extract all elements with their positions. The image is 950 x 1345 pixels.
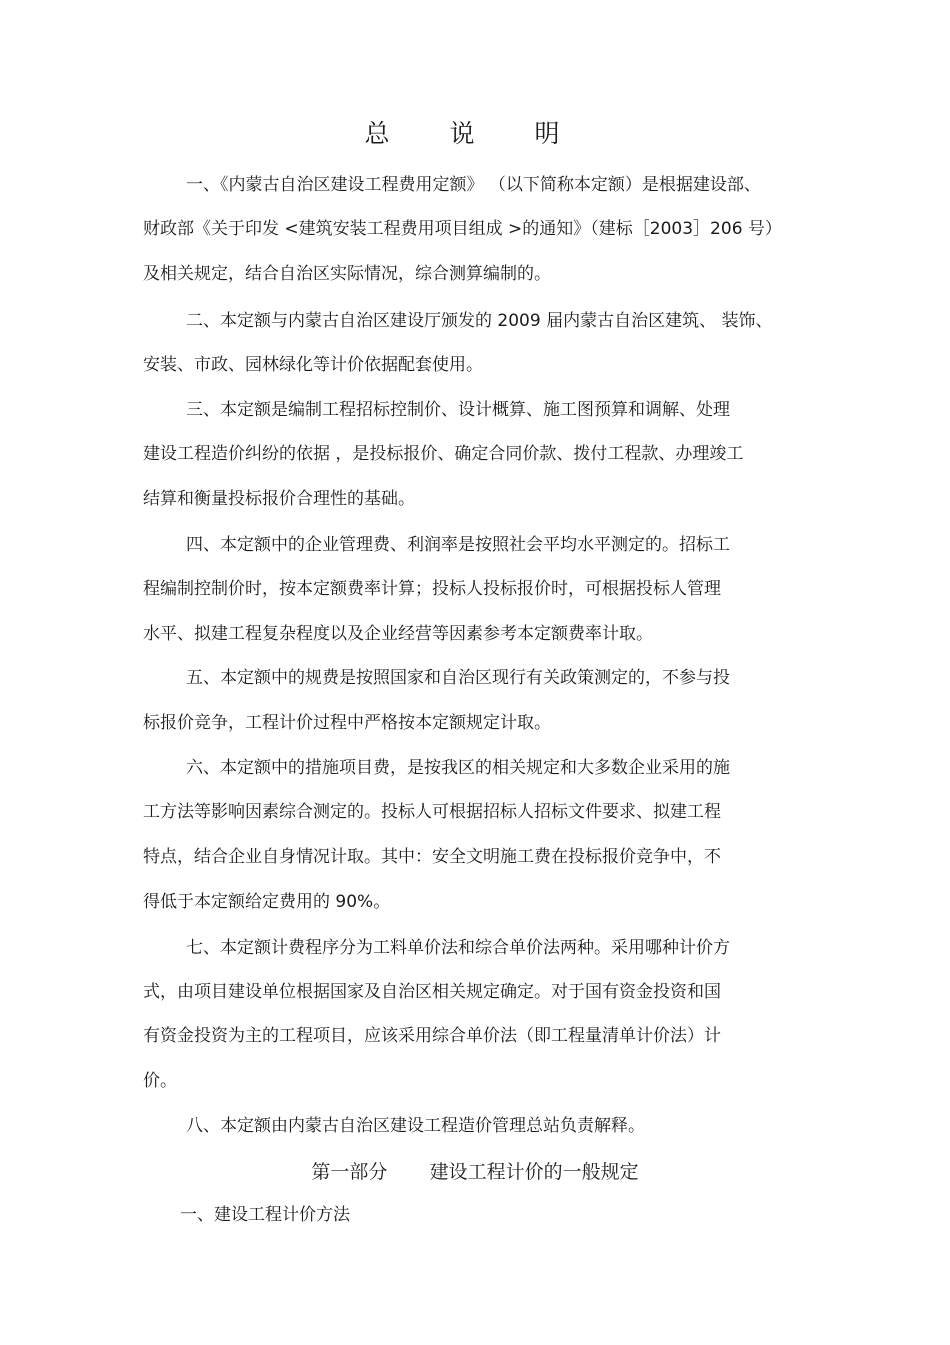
paragraph-6-line-3: 特点，结合企业自身情况计取。其中：安全文明施工费在投标报价竞争中，不 <box>143 847 721 867</box>
paragraph-3-line-1: 三、本定额是编制工程招标控制价、设计概算、施工图预算和调解、处理 <box>186 400 730 420</box>
paragraph-2-line-1: 二、本定额与内蒙古自治区建设厅颁发的 2009 届内蒙古自治区建筑、 装饰、 <box>186 311 773 331</box>
paragraph-4-line-1: 四、本定额中的企业管理费、利润率是按照社会平均水平测定的。招标工 <box>186 535 730 555</box>
paragraph-2-line-2: 安装、市政、园林绿化等计价依据配套使用。 <box>143 355 483 375</box>
paragraph-1-line-2: 财政部《关于印发 <建筑安装工程费用项目组成 >的通知》（建标［2003］206 号） <box>143 219 782 239</box>
paragraph-6-line-1: 六、本定额中的措施项目费，是按我区的相关规定和大多数企业采用的施 <box>186 758 730 778</box>
page-title: 总 说 明 <box>364 119 586 148</box>
paragraph-7-line-1: 七、本定额计费程序分为工料单价法和综合单价法两种。采用哪种计价方 <box>186 938 730 958</box>
paragraph-1-line-3: 及相关规定，结合自治区实际情况，综合测算编制的。 <box>143 264 551 284</box>
paragraph-4-line-2: 程编制控制价时，按本定额费率计算；投标人投标报价时，可根据投标人管理 <box>143 579 721 599</box>
paragraph-4-line-3: 水平、拟建工程复杂程度以及企业经营等因素参考本定额费率计取。 <box>143 624 653 644</box>
paragraph-3-line-2: 建设工程造价纠纷的依据 ，是投标报价、确定合同价款、拨付工程款、办理竣工 <box>143 444 744 464</box>
paragraph-5-line-2: 标报价竞争，工程计价过程中严格按本定额规定计取。 <box>143 713 551 733</box>
paragraph-6-line-2: 工方法等影响因素综合测定的。投标人可根据招标人招标文件要求、拟建工程 <box>143 802 721 822</box>
paragraph-1-line-1: 一、《内蒙古自治区建设工程费用定额》 （以下简称本定额）是根据建设部、 <box>186 175 761 195</box>
subheading: 一、建设工程计价方法 <box>180 1205 350 1225</box>
paragraph-7-line-4: 价。 <box>143 1071 177 1091</box>
paragraph-6-line-4: 得低于本定额给定费用的 90%。 <box>143 892 391 912</box>
paragraph-3-line-3: 结算和衡量投标报价合理性的基础。 <box>143 489 415 509</box>
paragraph-7-line-2: 式，由项目建设单位根据国家及自治区相关规定确定。对于国有资金投资和国 <box>143 982 721 1002</box>
paragraph-5-line-1: 五、本定额中的规费是按照国家和自治区现行有关政策测定的，不参与投 <box>186 668 730 688</box>
part-title: 第一部分 建设工程计价的一般规定 <box>311 1161 639 1183</box>
paragraph-7-line-3: 有资金投资为主的工程项目，应该采用综合单价法（即工程量清单计价法）计 <box>143 1026 721 1046</box>
paragraph-8-line-1: 八、本定额由内蒙古自治区建设工程造价管理总站负责解释。 <box>186 1116 645 1136</box>
